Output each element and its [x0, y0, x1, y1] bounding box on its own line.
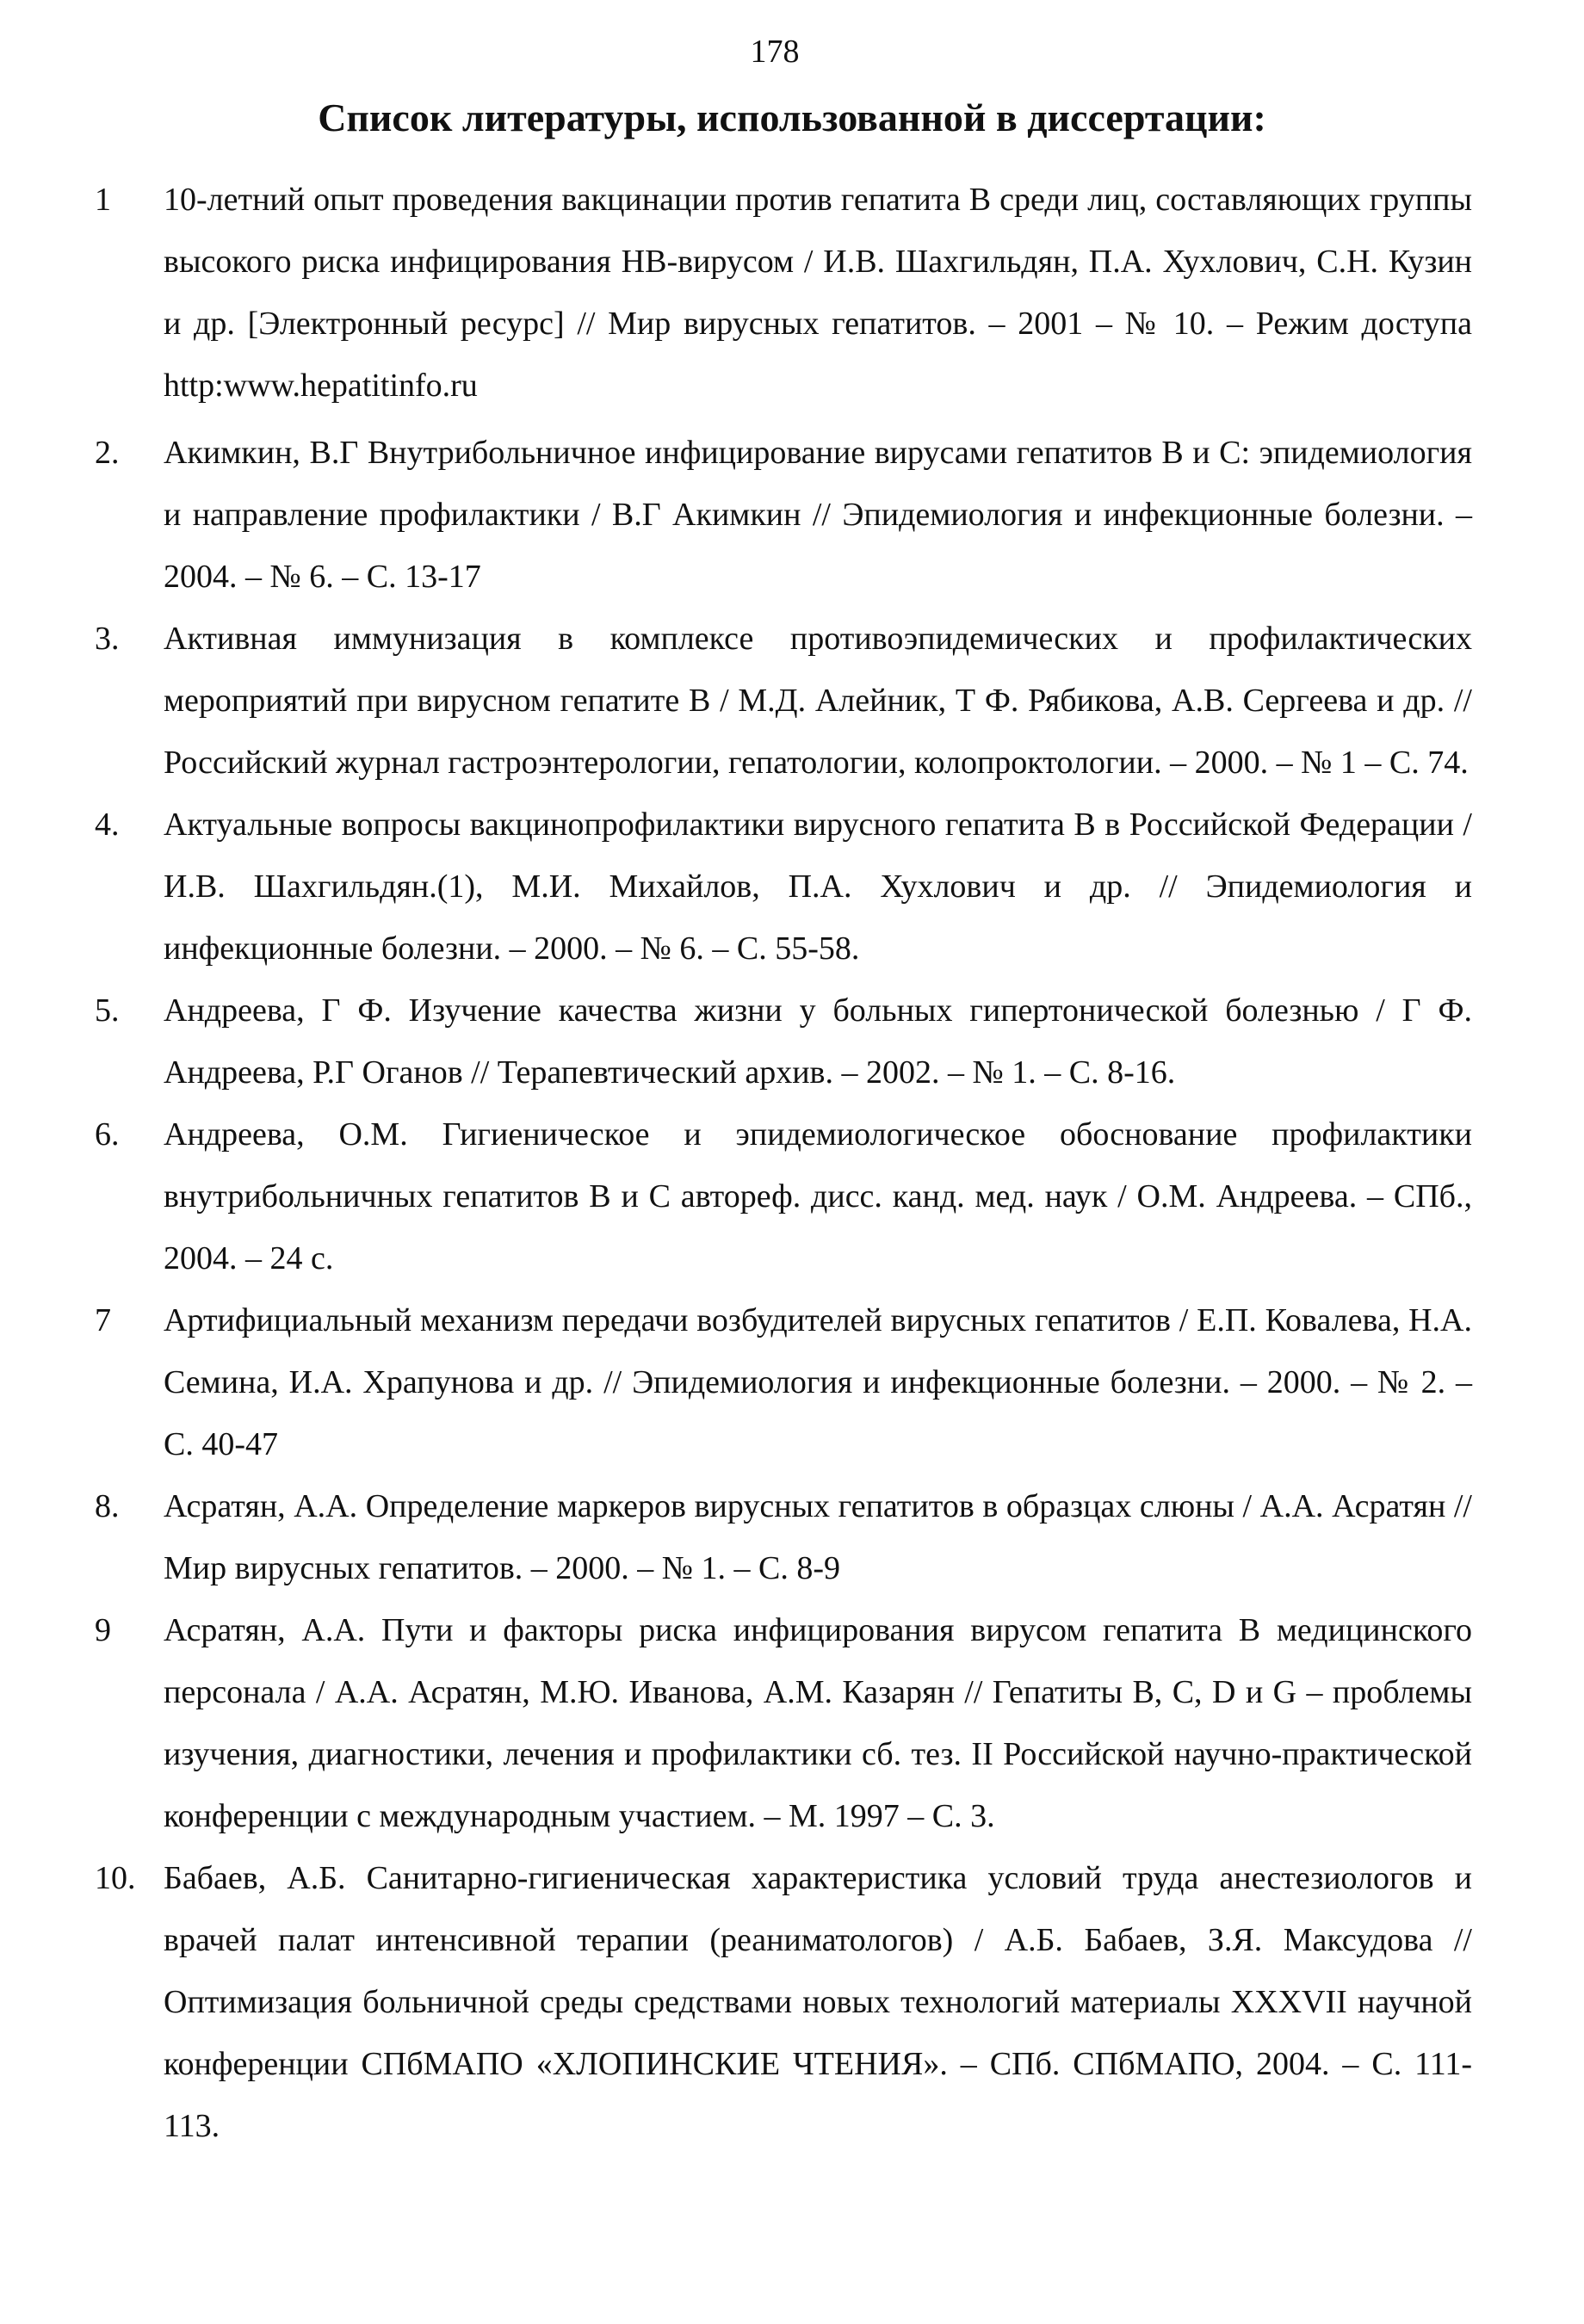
reference-item [95, 1599, 1472, 1847]
reference-text: Андреева, О.М. Гигиеническое и эпидемиологическое обоснование профилактики внутрибольничных гепатитов В и С автореф. дисс. канд. мед. наук / О.М. Андреева. – СПб., 2004. – 24 с. [164, 1116, 1472, 1276]
reference-number: 7 [95, 1302, 111, 1338]
reference-text: Асратян, А.А. Определение маркеров вирусных гепатитов в образцах слюны / А.А. Асратян // Мир вирусных гепатитов. – 2000. – № 1. – С. 8-9 [164, 1488, 1472, 1586]
reference-text: 10-летний опыт проведения вакцинации против гепатита В среди лиц, составляющих группы высокого риска инфицирования НВ-вирусом / И.В. Шахгильдян, П.А. Хухлович, С.Н. Кузин и др. [Электронный ресурс] // Мир вирусных гепатитов. – 2001 – № 10. – Режим доступа http:www.hepatitinfo.ru [164, 182, 1472, 404]
reference-number: 9 [95, 1612, 111, 1648]
reference-number: 4. [95, 807, 120, 843]
page-number: 178 [750, 34, 800, 70]
reference-text: Акимкин, В.Г Внутрибольничное инфицирование вирусами гепатитов В и С: эпидемиология и направление профилактики / В.Г Акимкин // Эпидемиология и инфекционные болезни. – 2004. – № 6. – С. 13-17 [164, 435, 1472, 595]
reference-text: Артифициальный механизм передачи возбудителей вирусных гепатитов / Е.П. Ковалева, Н.А. Семина, И.А. Храпунова и др. // Эпидемиология и инфекционные болезни. – 2000. – № 2. – С. 40-47 [164, 1302, 1472, 1462]
reference-item [95, 794, 1472, 980]
reference-item [95, 1103, 1472, 1289]
reference-number: 1 [95, 182, 111, 218]
reference-item [95, 1847, 1472, 2157]
reference-number: 2. [95, 435, 120, 471]
page-title: Список литературы, использованной в диссертации: [318, 96, 1266, 139]
reference-text: Андреева, Г Ф. Изучение качества жизни у больных гипертонической болезнью / Г Ф. Андреева, Р.Г Оганов // Терапевтический архив. – 2002. – № 1. – С. 8-16. [164, 992, 1472, 1091]
reference-text: Актуальные вопросы вакцинопрофилактики вирусного гепатита В в Российской Федерации / И.В. Шахгильдян.(1), М.И. Михайлов, П.А. Хухлович и др. // Эпидемиология и инфекционные болезни. – 2000. – № 6. – С. 55-58. [164, 807, 1472, 967]
reference-item [95, 1475, 1472, 1599]
reference-text: Асратян, А.А. Пути и факторы риска инфицирования вирусом гепатита В медицинского персонала / А.А. Асратян, М.Ю. Иванова, А.М. Казарян // Гепатиты B, C, D и G – проблемы изучения, диагностики, лечения и профилактики сб. тез. II Российской научно-практической конференции с международным участием. – М. 1997 – С. 3. [164, 1612, 1472, 1834]
reference-text: Активная иммунизация в комплексе противоэпидемических и профилактических мероприятий при вирусном гепатите В / М.Д. Алейник, Т Ф. Рябикова, А.В. Сергеева и др. // Российский журнал гастроэнтерологии, гепатологии, колопроктологии. – 2000. – № 1 – С. 74. [164, 621, 1472, 781]
reference-number: 10. [95, 1860, 136, 1896]
reference-number: 8. [95, 1488, 120, 1524]
reference-list [95, 169, 1472, 2157]
reference-item [95, 422, 1472, 608]
reference-item [95, 980, 1472, 1103]
reference-number: 5. [95, 992, 120, 1029]
reference-number: 3. [95, 621, 120, 657]
reference-item [95, 608, 1472, 794]
reference-item [95, 169, 1472, 417]
reference-item [95, 1289, 1472, 1475]
reference-number: 6. [95, 1116, 120, 1153]
reference-text: Бабаев, А.Б. Санитарно-гигиеническая характеристика условий труда анестезиологов и врачей палат интенсивной терапии (реаниматологов) / А.Б. Бабаев, З.Я. Максудова // Оптимизация больничной среды средствами новых технологий материалы XXXVII научной конференции СПбМАПО «ХЛОПИНСКИЕ ЧТЕНИЯ». – СПб. СПбМАПО, 2004. – С. 111-113. [164, 1860, 1472, 2144]
